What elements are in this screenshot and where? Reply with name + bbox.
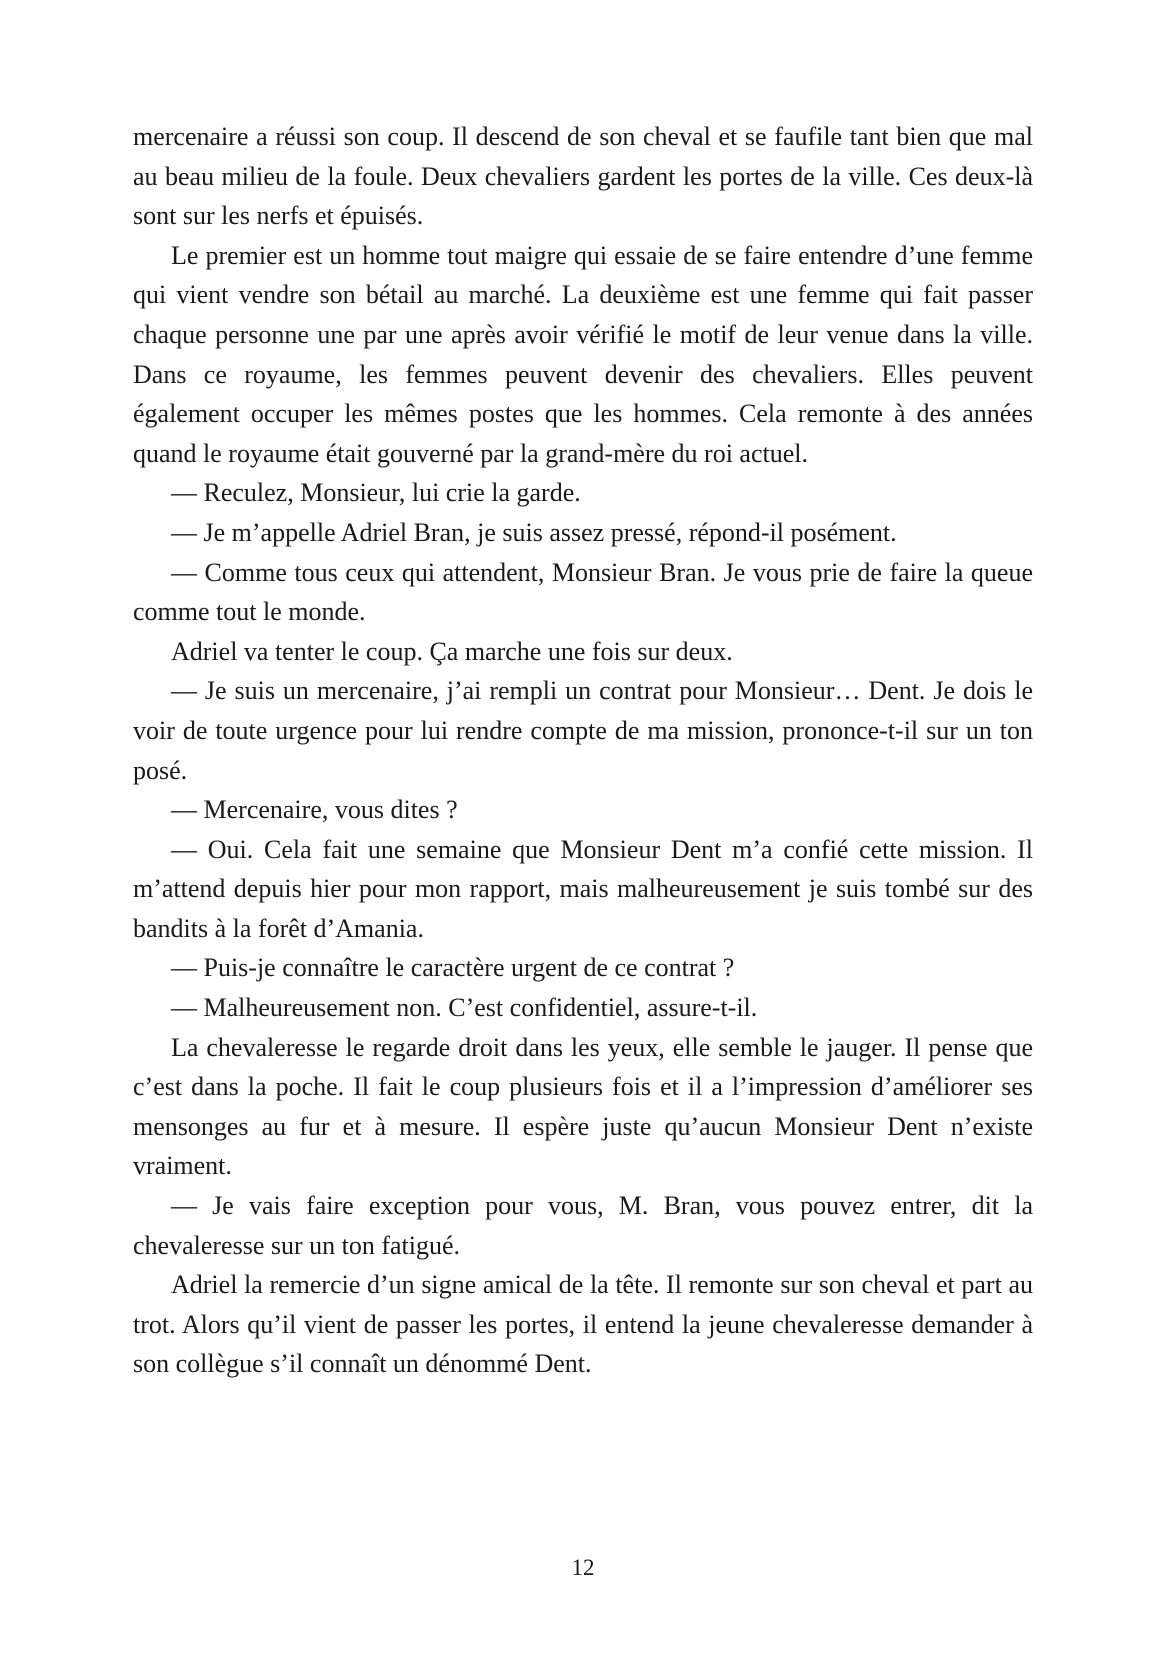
dialogue-line: — Je suis un mercenaire, j’ai rempli un contrat pour Monsieur… Dent. Je dois le voir de toute urgence pour lui rendre compte de ma mission, prononce-t-il sur un ton posé.: [133, 676, 1033, 785]
dialogue-line: — Je vais faire exception pour vous, M. Bran, vous pouvez entrer, dit la chevaleresse sur un ton fatigué.: [133, 1191, 1033, 1260]
paragraph: Adriel va tenter le coup. Ça marche une fois sur deux.: [171, 636, 733, 666]
dialogue-line: — Je m’appelle Adriel Bran, je suis assez pressé, répond-il posément.: [171, 517, 897, 547]
paragraph: mercenaire a réussi son coup. Il descend de son cheval et se faufile tant bien que mal au beau milieu de la foule. Deux chevaliers gardent les portes de la ville. Ces deux-là sont sur les nerfs et épuisés.: [133, 122, 1033, 231]
dialogue-line: — Oui. Cela fait une semaine que Monsieur Dent m’a confié cette mission. Il m’attend depuis hier pour mon rapport, mais malheureusement je suis tombé sur des bandits à la forêt d’Amania.: [133, 834, 1033, 943]
dialogue-line: — Puis-je connaître le caractère urgent de ce contrat ?: [171, 953, 735, 983]
page-number: 12: [571, 1555, 595, 1580]
paragraph: Adriel la remercie d’un signe amical de la tête. Il remonte sur son cheval et part au trot. Alors qu’il vient de passer les portes, il entend la jeune chevaleresse demander à son collègue s’il connaît un dénommé Dent.: [133, 1270, 1033, 1379]
paragraph: La chevaleresse le regarde droit dans les yeux, elle semble le jauger. Il pense que c’est dans la poche. Il fait le coup plusieurs fois et il a l’impression d’améliorer ses mensonges au fur et à mesure. Il espère juste qu’aucun Monsieur Dent n’existe vraiment.: [133, 1032, 1033, 1181]
page-body: [133, 117, 1033, 1384]
paragraph: Le premier est un homme tout maigre qui essaie de se faire entendre d’une femme qui vient vendre son bétail au marché. La deuxième est une femme qui fait passer chaque personne une par une après avoir vérifié le motif de leur venue dans la ville. Dans ce royaume, les femmes peuvent devenir des chevaliers. Elles peuvent également occuper les mêmes postes que les hommes. Cela remonte à des années quand le royaume était gouverné par la grand-mère du roi actuel.: [133, 240, 1033, 468]
dialogue-line: — Mercenaire, vous dites ?: [171, 795, 458, 825]
dialogue-line: — Comme tous ceux qui attendent, Monsieur Bran. Je vous prie de faire la queue comme tout le monde.: [133, 557, 1033, 627]
dialogue-line: — Reculez, Monsieur, lui crie la garde.: [171, 478, 581, 508]
dialogue-line: — Malheureusement non. C’est confidentiel, assure-t-il.: [171, 993, 758, 1023]
